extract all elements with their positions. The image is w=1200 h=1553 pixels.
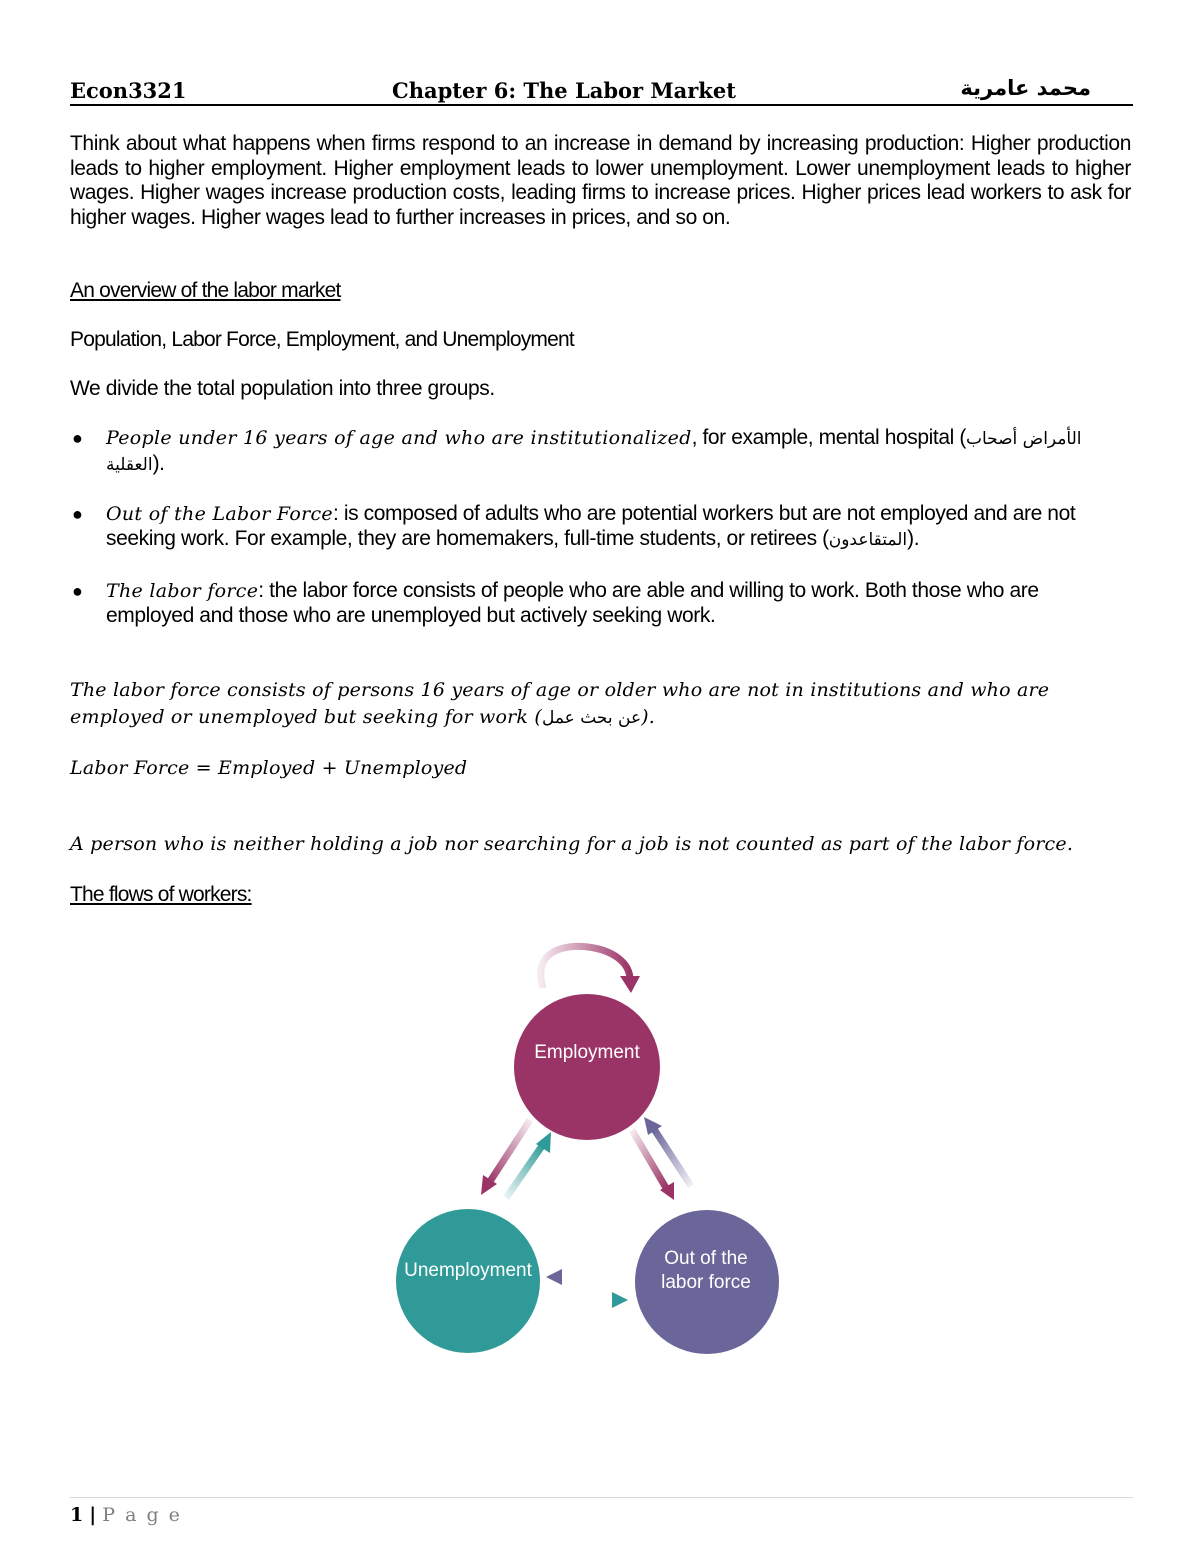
section-title: An overview of the labor market — [70, 279, 341, 302]
page-footer — [70, 1497, 1133, 1526]
chapter-title: Chapter 6: The Labor Market — [392, 78, 736, 103]
author-name: محمد عامرية — [960, 76, 1091, 100]
bullet-arabic: الأمراض أصحاب العقلية — [106, 429, 1082, 475]
out-to-employment-arrow — [644, 1117, 691, 1186]
out-to-unemployment-arrow — [546, 1269, 628, 1285]
employment-to-out-arrow — [632, 1130, 674, 1200]
bullet-term: Out of the Labor Force — [106, 503, 333, 525]
out-of-labor-force-node — [635, 1210, 779, 1354]
subsection-title: Population, Labor Force, Employment, and Unemployment — [70, 328, 574, 351]
bullet-item — [72, 579, 1126, 628]
labor-force-note: A person who is neither holding a job nor searching for a job is not counted as part of the labor force. — [70, 833, 1074, 855]
course-code: Econ3321 — [70, 78, 187, 103]
employment-node — [514, 994, 660, 1140]
unemployment-label: Unemployment — [404, 1260, 532, 1281]
worker-flows-diagram — [380, 930, 800, 1370]
divide-text: We divide the total population into three groups. — [70, 377, 495, 400]
bullet-icon: ● — [72, 581, 83, 601]
unemployment-to-out-arrow — [546, 1292, 628, 1308]
out-label-line2: labor force — [661, 1272, 751, 1293]
bullet-term: People under 16 years of age and who are institutionalized — [106, 427, 692, 449]
flows-title: The flows of workers: — [70, 883, 252, 906]
footer-separator: | — [89, 1504, 97, 1526]
bullet-item — [72, 502, 1126, 552]
bullet-after: ). — [152, 451, 165, 475]
page-label: P a g e — [102, 1504, 182, 1526]
labor-force-equation: Labor Force = Employed + Unemployed — [70, 757, 468, 779]
bullet-icon: ● — [72, 428, 83, 448]
bullet-text: , for example, mental hospital ( — [691, 426, 966, 449]
bullet-term: The labor force — [106, 580, 259, 602]
bullet-text: : is composed of adults who are potential workers but are not employed and are not seeking work. For example, they are homemakers, full-time students, or retirees ( — [106, 502, 1076, 550]
definition-after: ). — [641, 706, 655, 728]
bullet-item — [72, 426, 1126, 477]
out-label-line1: Out of the — [664, 1248, 748, 1269]
bullet-text: : the labor force consists of people who are able and willing to work. Both those who are employed and those who are unemployed but actively seeking work. — [106, 579, 1039, 627]
employment-to-unemployment-arrow — [481, 1120, 530, 1195]
definition-arabic: عن بحث عمل — [541, 708, 642, 728]
intro-paragraph: Think about what happens when firms respond to an increase in demand by increasing production: Higher production leads to higher employment. Higher employment leads to lower unemployment. Lower unemployment leads to higher wages. Higher wages increase production costs, leading firms to increase prices. Higher prices lead workers to ask for higher wages. Higher wages lead to further increases in prices, and so on. — [70, 132, 1131, 229]
labor-force-definition — [70, 677, 1130, 732]
page-number: 1 — [70, 1504, 84, 1526]
definition-text: The labor force consists of persons 16 years of age or older who are not in institutions and who are employed or unemployed but seeking for work ( — [70, 679, 1050, 728]
page-header — [70, 74, 1133, 106]
employment-label: Employment — [534, 1042, 640, 1063]
unemployment-node — [396, 1209, 540, 1353]
employment-loop-arrow — [541, 946, 640, 993]
bullet-after: ). — [907, 526, 920, 550]
bullet-arabic: المتقاعدون — [828, 529, 908, 550]
bullet-icon: ● — [72, 504, 83, 524]
